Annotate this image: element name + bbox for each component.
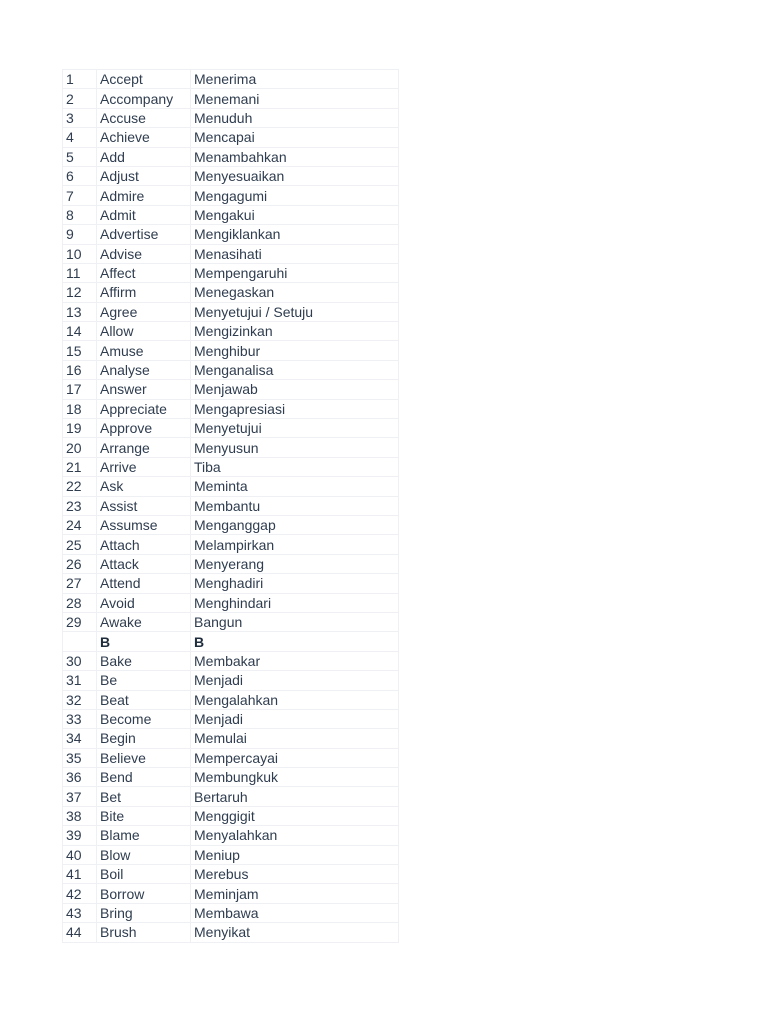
indonesian-meaning-cell: Menyalahkan bbox=[191, 826, 399, 845]
indonesian-meaning-cell: Mempercayai bbox=[191, 748, 399, 767]
table-row bbox=[63, 884, 399, 903]
table-row bbox=[63, 186, 399, 205]
table-row bbox=[63, 341, 399, 360]
english-word-cell: Answer bbox=[97, 380, 191, 399]
row-number-cell: 38 bbox=[63, 806, 97, 825]
indonesian-meaning-cell: Meminjam bbox=[191, 884, 399, 903]
indonesian-meaning-cell: Menyusun bbox=[191, 438, 399, 457]
row-number-cell: 11 bbox=[63, 263, 97, 282]
indonesian-meaning-cell: Mengalahkan bbox=[191, 690, 399, 709]
row-number-cell: 14 bbox=[63, 322, 97, 341]
row-number-cell: 42 bbox=[63, 884, 97, 903]
table-row bbox=[63, 438, 399, 457]
english-word-cell: Accompany bbox=[97, 89, 191, 108]
table-row bbox=[63, 128, 399, 147]
row-number-cell: 13 bbox=[63, 302, 97, 321]
english-word-cell: Become bbox=[97, 709, 191, 728]
english-word-cell: Appreciate bbox=[97, 399, 191, 418]
vocabulary-sheet bbox=[62, 69, 399, 943]
table-row bbox=[63, 651, 399, 670]
english-word-cell: Amuse bbox=[97, 341, 191, 360]
indonesian-meaning-cell: Menemani bbox=[191, 89, 399, 108]
english-word-cell: Agree bbox=[97, 302, 191, 321]
row-number-cell: 23 bbox=[63, 496, 97, 515]
english-word-cell: Borrow bbox=[97, 884, 191, 903]
indonesian-meaning-cell: Memulai bbox=[191, 729, 399, 748]
indonesian-meaning-cell: Menggigit bbox=[191, 806, 399, 825]
vocabulary-table bbox=[62, 69, 399, 943]
english-word-cell: Boil bbox=[97, 865, 191, 884]
table-row bbox=[63, 787, 399, 806]
row-number-cell: 3 bbox=[63, 108, 97, 127]
row-number-cell: 18 bbox=[63, 399, 97, 418]
row-number-cell: 5 bbox=[63, 147, 97, 166]
english-word-cell: Add bbox=[97, 147, 191, 166]
row-number-cell: 20 bbox=[63, 438, 97, 457]
row-number-cell: 4 bbox=[63, 128, 97, 147]
english-word-cell: Blame bbox=[97, 826, 191, 845]
row-number-cell: 36 bbox=[63, 768, 97, 787]
row-number-cell: 30 bbox=[63, 651, 97, 670]
english-word-cell: Awake bbox=[97, 612, 191, 631]
indonesian-meaning-cell: Membakar bbox=[191, 651, 399, 670]
table-row bbox=[63, 302, 399, 321]
english-word-cell: Attend bbox=[97, 574, 191, 593]
english-word-cell: Attach bbox=[97, 535, 191, 554]
indonesian-meaning-cell: Bangun bbox=[191, 612, 399, 631]
table-row bbox=[63, 748, 399, 767]
table-row bbox=[63, 865, 399, 884]
indonesian-meaning-cell: Mengagumi bbox=[191, 186, 399, 205]
indonesian-meaning-cell: Mencapai bbox=[191, 128, 399, 147]
table-row bbox=[63, 419, 399, 438]
row-number-cell: 39 bbox=[63, 826, 97, 845]
table-row bbox=[63, 729, 399, 748]
english-word-cell: Approve bbox=[97, 419, 191, 438]
english-word-cell: Arrive bbox=[97, 457, 191, 476]
row-number-cell: 32 bbox=[63, 690, 97, 709]
table-row bbox=[63, 166, 399, 185]
english-word-cell: Bet bbox=[97, 787, 191, 806]
english-word-cell: Achieve bbox=[97, 128, 191, 147]
english-word-cell: Adjust bbox=[97, 166, 191, 185]
table-row bbox=[63, 612, 399, 631]
english-word-cell: Begin bbox=[97, 729, 191, 748]
indonesian-meaning-cell: Menjadi bbox=[191, 671, 399, 690]
english-word-cell: Avoid bbox=[97, 593, 191, 612]
row-number-cell: 9 bbox=[63, 225, 97, 244]
english-word-cell: Believe bbox=[97, 748, 191, 767]
english-word-cell: Accuse bbox=[97, 108, 191, 127]
english-word-cell: Analyse bbox=[97, 360, 191, 379]
indonesian-meaning-cell: Menganggap bbox=[191, 515, 399, 534]
indonesian-meaning-cell: Mempengaruhi bbox=[191, 263, 399, 282]
indonesian-meaning-cell: Mengakui bbox=[191, 205, 399, 224]
row-number-cell: 27 bbox=[63, 574, 97, 593]
indonesian-meaning-cell: Menambahkan bbox=[191, 147, 399, 166]
english-word-cell: Brush bbox=[97, 923, 191, 942]
indonesian-meaning-cell: Menerima bbox=[191, 70, 399, 89]
row-number-cell: 41 bbox=[63, 865, 97, 884]
english-word-cell: Affect bbox=[97, 263, 191, 282]
row-number-cell: 7 bbox=[63, 186, 97, 205]
english-word-cell: Assumse bbox=[97, 515, 191, 534]
row-number-cell: 8 bbox=[63, 205, 97, 224]
row-number-cell: 26 bbox=[63, 554, 97, 573]
row-number-cell: 43 bbox=[63, 903, 97, 922]
table-row bbox=[63, 535, 399, 554]
indonesian-meaning-cell: Menyerang bbox=[191, 554, 399, 573]
english-word-cell: B bbox=[97, 632, 191, 651]
table-row bbox=[63, 593, 399, 612]
table-row bbox=[63, 89, 399, 108]
indonesian-meaning-cell: Membantu bbox=[191, 496, 399, 515]
indonesian-meaning-cell: Melampirkan bbox=[191, 535, 399, 554]
indonesian-meaning-cell: Bertaruh bbox=[191, 787, 399, 806]
table-row bbox=[63, 923, 399, 942]
english-word-cell: Admit bbox=[97, 205, 191, 224]
indonesian-meaning-cell: B bbox=[191, 632, 399, 651]
table-row bbox=[63, 671, 399, 690]
indonesian-meaning-cell: Menyetujui / Setuju bbox=[191, 302, 399, 321]
english-word-cell: Assist bbox=[97, 496, 191, 515]
row-number-cell: 34 bbox=[63, 729, 97, 748]
row-number-cell: 1 bbox=[63, 70, 97, 89]
row-number-cell: 25 bbox=[63, 535, 97, 554]
indonesian-meaning-cell: Menghindari bbox=[191, 593, 399, 612]
row-number-cell: 6 bbox=[63, 166, 97, 185]
table-row bbox=[63, 360, 399, 379]
indonesian-meaning-cell: Membungkuk bbox=[191, 768, 399, 787]
table-row bbox=[63, 457, 399, 476]
english-word-cell: Bring bbox=[97, 903, 191, 922]
row-number-cell: 35 bbox=[63, 748, 97, 767]
row-number-cell: 19 bbox=[63, 419, 97, 438]
english-word-cell: Bite bbox=[97, 806, 191, 825]
indonesian-meaning-cell: Menyikat bbox=[191, 923, 399, 942]
indonesian-meaning-cell: Meminta bbox=[191, 477, 399, 496]
section-header-row bbox=[63, 632, 399, 651]
row-number-cell: 16 bbox=[63, 360, 97, 379]
table-row bbox=[63, 322, 399, 341]
english-word-cell: Accept bbox=[97, 70, 191, 89]
table-row bbox=[63, 690, 399, 709]
indonesian-meaning-cell: Tiba bbox=[191, 457, 399, 476]
indonesian-meaning-cell: Menjadi bbox=[191, 709, 399, 728]
indonesian-meaning-cell: Menuduh bbox=[191, 108, 399, 127]
english-word-cell: Arrange bbox=[97, 438, 191, 457]
row-number-cell: 37 bbox=[63, 787, 97, 806]
indonesian-meaning-cell: Menegaskan bbox=[191, 283, 399, 302]
indonesian-meaning-cell: Meniup bbox=[191, 845, 399, 864]
row-number-cell: 12 bbox=[63, 283, 97, 302]
row-number-cell: 29 bbox=[63, 612, 97, 631]
indonesian-meaning-cell: Mengizinkan bbox=[191, 322, 399, 341]
english-word-cell: Be bbox=[97, 671, 191, 690]
english-word-cell: Allow bbox=[97, 322, 191, 341]
table-row bbox=[63, 108, 399, 127]
english-word-cell: Ask bbox=[97, 477, 191, 496]
english-word-cell: Admire bbox=[97, 186, 191, 205]
row-number-cell: 31 bbox=[63, 671, 97, 690]
table-row bbox=[63, 70, 399, 89]
table-row bbox=[63, 283, 399, 302]
row-number-cell: 15 bbox=[63, 341, 97, 360]
english-word-cell: Bake bbox=[97, 651, 191, 670]
row-number-cell: 21 bbox=[63, 457, 97, 476]
english-word-cell: Beat bbox=[97, 690, 191, 709]
table-row bbox=[63, 515, 399, 534]
english-word-cell: Bend bbox=[97, 768, 191, 787]
vocabulary-table-body bbox=[63, 70, 399, 943]
english-word-cell: Advertise bbox=[97, 225, 191, 244]
indonesian-meaning-cell: Menasihati bbox=[191, 244, 399, 263]
row-number-cell: 22 bbox=[63, 477, 97, 496]
table-row bbox=[63, 845, 399, 864]
english-word-cell: Affirm bbox=[97, 283, 191, 302]
row-number-cell: 10 bbox=[63, 244, 97, 263]
row-number-cell: 24 bbox=[63, 515, 97, 534]
indonesian-meaning-cell: Menyetujui bbox=[191, 419, 399, 438]
indonesian-meaning-cell: Menghadiri bbox=[191, 574, 399, 593]
table-row bbox=[63, 554, 399, 573]
indonesian-meaning-cell: Mengapresiasi bbox=[191, 399, 399, 418]
indonesian-meaning-cell: Menganalisa bbox=[191, 360, 399, 379]
row-number-cell: 2 bbox=[63, 89, 97, 108]
table-row bbox=[63, 574, 399, 593]
english-word-cell: Advise bbox=[97, 244, 191, 263]
row-number-cell: 33 bbox=[63, 709, 97, 728]
table-row bbox=[63, 147, 399, 166]
table-row bbox=[63, 903, 399, 922]
table-row bbox=[63, 380, 399, 399]
table-row bbox=[63, 244, 399, 263]
table-row bbox=[63, 263, 399, 282]
indonesian-meaning-cell: Membawa bbox=[191, 903, 399, 922]
indonesian-meaning-cell: Mengiklankan bbox=[191, 225, 399, 244]
table-row bbox=[63, 768, 399, 787]
english-word-cell: Blow bbox=[97, 845, 191, 864]
indonesian-meaning-cell: Menjawab bbox=[191, 380, 399, 399]
indonesian-meaning-cell: Menghibur bbox=[191, 341, 399, 360]
row-number-cell: 44 bbox=[63, 923, 97, 942]
row-number-cell bbox=[63, 632, 97, 651]
table-row bbox=[63, 225, 399, 244]
row-number-cell: 17 bbox=[63, 380, 97, 399]
indonesian-meaning-cell: Menyesuaikan bbox=[191, 166, 399, 185]
english-word-cell: Attack bbox=[97, 554, 191, 573]
indonesian-meaning-cell: Merebus bbox=[191, 865, 399, 884]
table-row bbox=[63, 477, 399, 496]
table-row bbox=[63, 205, 399, 224]
table-row bbox=[63, 496, 399, 515]
row-number-cell: 40 bbox=[63, 845, 97, 864]
table-row bbox=[63, 399, 399, 418]
table-row bbox=[63, 826, 399, 845]
row-number-cell: 28 bbox=[63, 593, 97, 612]
table-row bbox=[63, 709, 399, 728]
table-row bbox=[63, 806, 399, 825]
